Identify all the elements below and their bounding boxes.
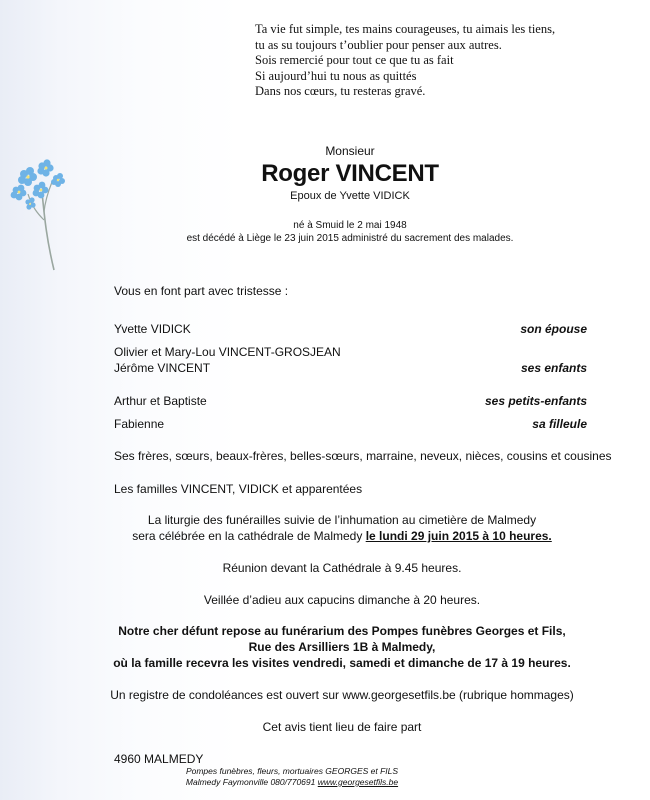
vigil-line: Veillée d’adieu aux capucins dimanche à 20 heures. [203, 593, 481, 607]
footer-line: Pompes funèbres, fleurs, mortuaires GEORGES et FILS [185, 766, 399, 776]
siblings-line: Ses frères, sœurs, beaux-frères, belles-sœurs, marraine, neveux, nièces, cousins et cousines [114, 449, 612, 463]
honorific: Monsieur [325, 144, 375, 158]
poem-line: Ta vie fut simple, tes mains courageuses, tu aimais les tiens, [255, 22, 556, 36]
poem-line: Si aujourd’hui tu nous as quittés [255, 68, 417, 83]
family-name: Fabienne [114, 417, 165, 431]
family-relation: son épouse [520, 322, 587, 336]
location-line: 4960 MALMEDY [114, 752, 204, 766]
family-name: Yvette VIDICK [114, 322, 191, 336]
footer-contact [182, 777, 402, 788]
condolences-line: Un registre de condoléances est ouvert sur www.georgesetfils.be (rubrique hommages) [110, 688, 574, 702]
family-name: Arthur et Baptiste [114, 394, 207, 408]
repose-line: où la famille recevra les visites vendredi, samedi et dimanche de 17 à 19 heures. [113, 656, 571, 670]
funeral-date: le lundi 29 juin 2015 à 10 heures. [365, 529, 552, 543]
notice-line: Cet avis tient lieu de faire part [262, 720, 422, 734]
poem [255, 22, 555, 100]
repose-line: Notre cher défunt repose au funérarium des Pompes funèbres Georges et Fils, [118, 624, 566, 638]
funeral-line: La liturgie des funérailles suivie de l’inhumation au cimetière de Malmedy [147, 513, 537, 527]
intro-text: Vous en font part avec tristesse : [114, 284, 289, 298]
footer-phone: Malmedy Faymonville 080/770691 [185, 777, 316, 787]
poem-line: Sois remercié pour tout ce que tu as fait [255, 53, 454, 68]
family-name: Olivier et Mary-Lou VINCENT-GROSJEAN [114, 345, 341, 359]
family-relation: sa filleule [532, 417, 587, 431]
birth-line: né à Smuid le 2 mai 1948 [293, 220, 407, 231]
funeral-home-footer [182, 766, 402, 788]
death-line: est décédé à Liège le 23 juin 2015 administré du sacrement des malades. [186, 233, 514, 244]
funeral-location: sera célébrée en la cathédrale de Malmedy [132, 529, 363, 543]
spouse-line: Epoux de Yvette VIDICK [290, 190, 410, 202]
family-name: Jérôme VINCENT [114, 361, 211, 375]
meeting-line: Réunion devant la Cathédrale à 9.45 heures. [222, 561, 462, 575]
families-line: Les familles VINCENT, VIDICK et apparentées [114, 482, 363, 496]
poem-line: tu as su toujours t’oublier pour penser aux autres. [255, 37, 502, 52]
funeral-date-line [82, 529, 602, 543]
website-link[interactable]: www.georgesetfils.be [317, 777, 399, 787]
family-relation: ses enfants [520, 361, 587, 375]
deceased-name: Roger VINCENT [261, 160, 439, 187]
family-relation: ses petits-enfants [484, 394, 587, 408]
poem-line: Dans nos cœurs, tu resteras gravé. [255, 84, 426, 99]
repose-line: Rue des Arsilliers 1B à Malmedy, [248, 640, 436, 654]
